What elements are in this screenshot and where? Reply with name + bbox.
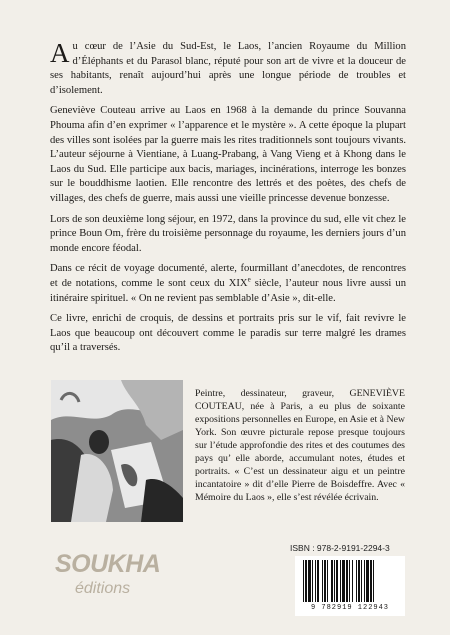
paragraph-3: Lors de son deuxième long séjour, en 1972, dans la province du sud, elle vit chez le prince Boun Om, frère du troisième personnage du royaume, les derniers jours d’un monde encore féodal.: [50, 213, 406, 254]
description-text: [50, 40, 406, 362]
paragraph-5: Ce livre, enrichi de croquis, de dessins et portraits pris sur le vif, fait revivre le Laos que beaucoup ont découvert comme le paradis sur terre malgré les drames qu’il a traversés.: [50, 313, 406, 354]
publisher-logo: [55, 550, 161, 612]
paragraph-1-text: u cœur de l’Asie du Sud-Est, le Laos, l’ancien Royaume du Million d’Éléphants et du Parasol blanc, réputé pour son art de vivre et la douceur de ses habitants, renaît aujourd’hui après une longue période de troubles et d’isolement.: [50, 41, 406, 96]
isbn-label: ISBN : 978-2-9191-2294-3: [290, 543, 390, 553]
author-bio: [195, 387, 405, 504]
barcode: [295, 556, 405, 616]
barcode-bars: [303, 560, 399, 602]
paragraph-4: [50, 262, 406, 306]
paragraph-2: Geneviève Couteau arrive au Laos en 1968 à la demande du prince Souvanna Phouma afin d’en exprimer « l’apparence et le mystère ». A cette époque la plupart des villes sont isolées par la guerre mais les rites traditionnels sont toujours vivants. L’auteur séjourne à Vientiane, à Luang-Prabang, à Vang Vieng et à Khong dans le Laos du Sud. Elle participe aux bacis, mariages, incinérations, interroge les bonzes sur le bouddhisme laotien. Elle rencontre des lettrés et des poètes, des chefs de villages, des chefs de guerre, mais aussi une vieille princesse devenue bonzesse.: [50, 105, 406, 204]
paragraph-4-text-a: Dans ce récit de voyage documenté, alerte, fourmillant d’anecdotes, de rencontres et de notations, comme le sont ceux du XIX: [50, 263, 406, 289]
barcode-digits: 9 782919 122943: [310, 604, 389, 612]
publisher-name: SOUKHA: [55, 550, 161, 578]
author-photo: [51, 380, 183, 522]
author-photo-image: [51, 380, 183, 522]
dropcap-letter: A: [50, 38, 70, 68]
paragraph-1: [50, 40, 406, 98]
century-superscript: e: [247, 275, 251, 284]
author-bio-text: Peintre, dessinateur, graveur, GENEVIÈVE COUTEAU, née à Paris, a eu plus de soixante expositions personnelles en Europe, en Asie et à New York. Son œuvre picturale repose presque toujours sur l’étude approfondie des rites et des coutumes des pays qu’ elle aborde, accumulant notes, études et portraits. « C’est un dessinateur aigu et un peintre incantatoire » dit d’elle Pierre de Boisdeffre. Avec « Mémoire du Laos », elle s’est révélée écrivain.: [195, 388, 405, 503]
publisher-subtitle: éditions: [75, 580, 131, 597]
paragraph-4-text-b: siècle, l’auteur nous livre aussi un itinéraire spirituel. « On ne revient pas semblable d’Asie », dit-elle.: [50, 277, 406, 304]
